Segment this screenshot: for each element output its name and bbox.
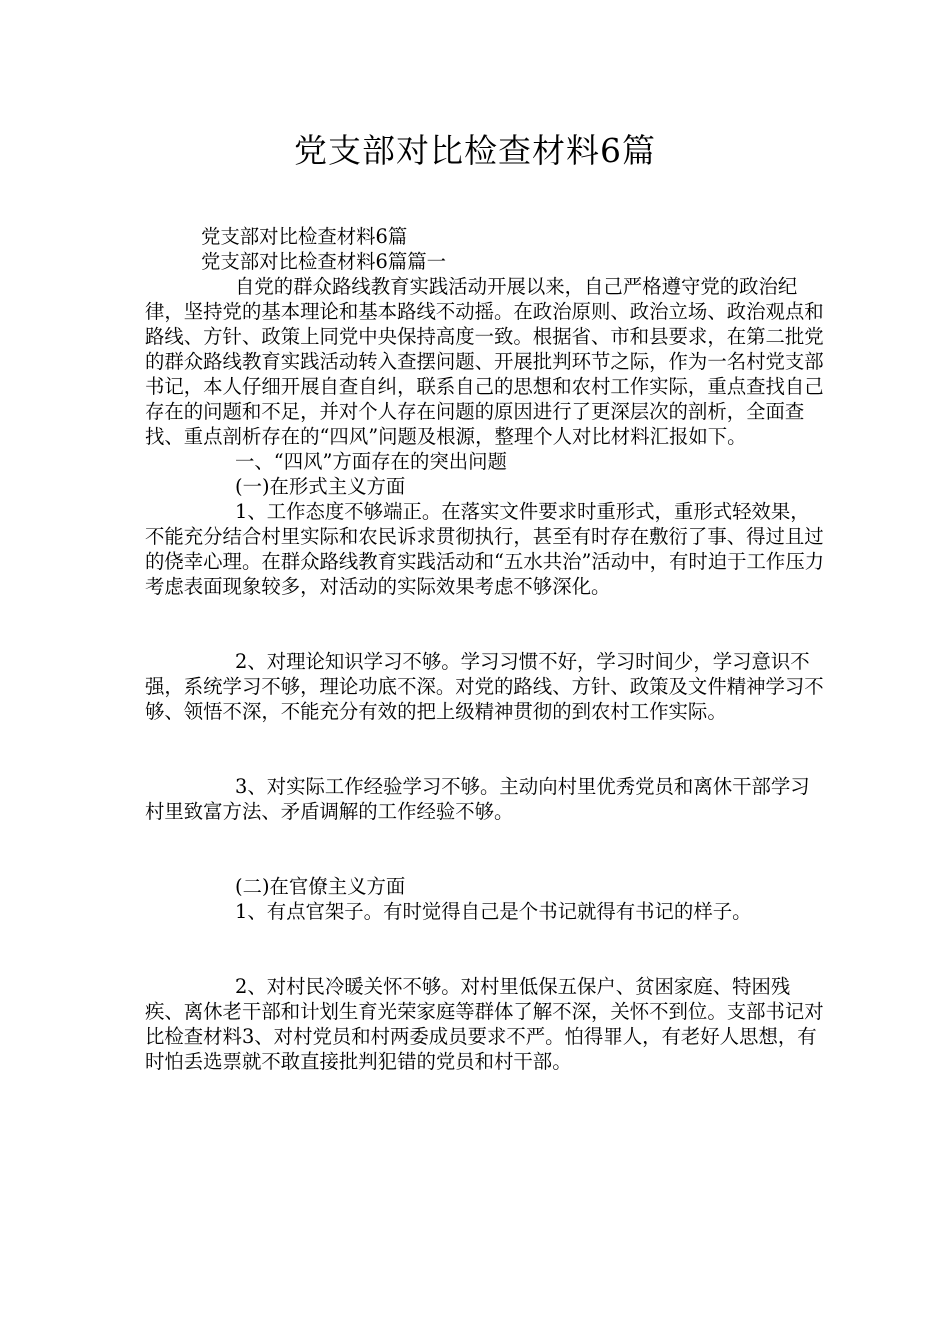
document-title: 党支部对比检查材料6篇 — [294, 131, 656, 170]
sub-heading: (二)在官僚主义方面 — [235, 875, 406, 898]
paragraph: 1、有点官架子。有时觉得自己是个书记就得有书记的样子。 — [235, 900, 752, 923]
paragraph-gap — [145, 924, 825, 974]
paragraph: 2、对理论知识学习不够。学习习惯不好，学习时间少，学习意识不强，系统学习不够，理论功底不深。对党的路线、方针、政策及文件精神学习不够、领悟不深，不能充分有效的把上级精神贯彻的到农村工作实际。 — [145, 650, 824, 723]
paragraph: 3、对实际工作经验学习不够。主动向村里优秀党员和离休干部学习村里致富方法、矛盾调解的工作经验不够。 — [145, 775, 810, 823]
section-heading: 党支部对比检查材料6篇篇一 — [201, 250, 447, 273]
section-heading: 一、“四风”方面存在的突出问题 — [235, 450, 507, 473]
paragraph-gap — [145, 599, 825, 649]
sub-heading: (一)在形式主义方面 — [235, 475, 406, 498]
document-body — [145, 224, 825, 1074]
paragraph: 1、工作态度不够端正。在落实文件要求时重形式，重形式轻效果，不能充分结合村里实际和农民诉求贯彻执行，甚至有时存在敷衍了事、得过且过的侥幸心理。在群众路线教育实践活动和“五水共治”活动中，有时迫于工作压力考虑表面现象较多，对活动的实际效果考虑不够深化。 — [145, 500, 825, 598]
paragraph-gap — [145, 724, 825, 774]
paragraph: 2、对村民冷暖关怀不够。对村里低保五保户、贫困家庭、特困残疾、离休老干部和计划生育光荣家庭等群体了解不深，关怀不到位。支部书记对比检查材料3、对村党员和村两委成员要求不严。怕得罪人，有老好人思想，有时怕丢选票就不敢直接批判犯错的党员和村干部。 — [145, 975, 824, 1073]
subtitle-line: 党支部对比检查材料6篇 — [201, 225, 408, 248]
paragraph: 自党的群众路线教育实践活动开展以来，自己严格遵守党的政治纪律，坚持党的基本理论和基本路线不动摇。在政治原则、政治立场、政治观点和路线、方针、政策上同党中央保持高度一致。根据省、市和县要求，在第二批党的群众路线教育实践活动转入查摆问题、开展批判环节之际，作为一名村党支部书记，本人仔细开展自查自纠，联系自己的思想和农村工作实际，重点查找自己存在的问题和不足，并对个人存在问题的原因进行了更深层次的剖析，全面查找、重点剖析存在的“四风”问题及根源，整理个人对比材料汇报如下。 — [145, 275, 824, 448]
paragraph-gap — [145, 824, 825, 874]
